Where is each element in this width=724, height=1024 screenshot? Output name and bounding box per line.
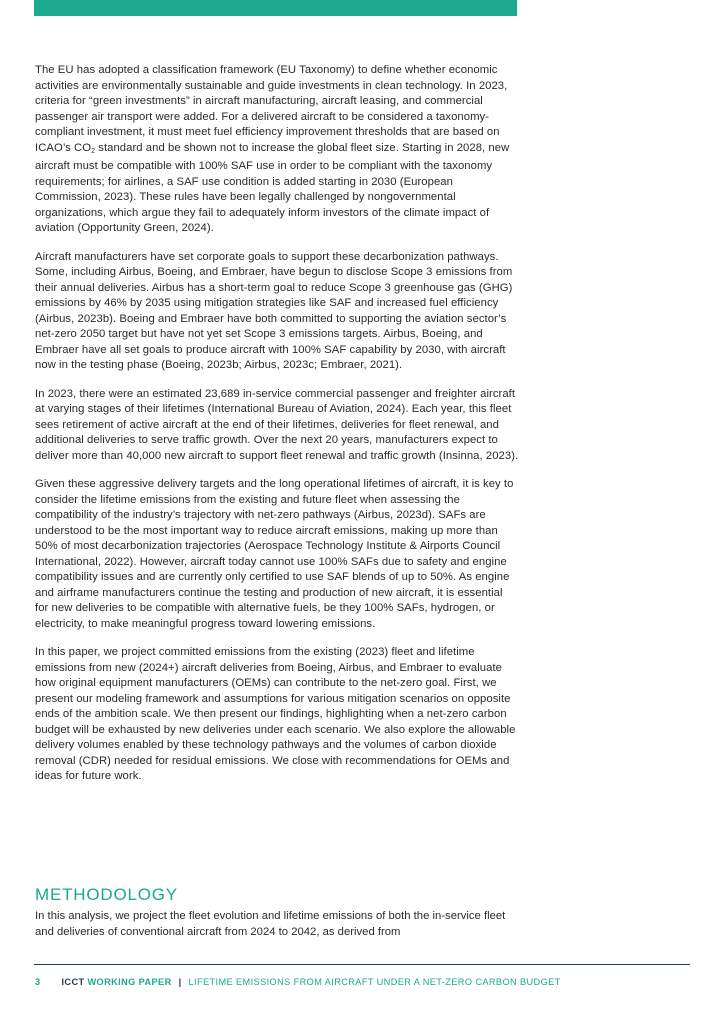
paragraph-text: The EU has adopted a classification framework (EU Taxonomy) to define whether economic activities are environmentally sustainable and guide investments in clean technology. In 2023, criteria for “green investments” in aircraft manufacturing, aircraft leasing, and commercial passenger air transport were added. For a delivered aircraft to be considered a taxonomy-compliant investment, it must meet fuel efficiency improvement thresholds that are based on ICAO’s CO xyxy=(35,64,508,154)
subscript: 2 xyxy=(91,147,96,155)
paragraph-fleet-size: In 2023, there were an estimated 23,689 in-service commercial passenger and freighter aircraft at varying stages of their lifetimes (International Bureau of Aviation, 2024). Each year, this fleet sees retirement of active aircraft at the end of their lifetimes, deliveries for fleet renewal, and additional deliveries to serve traffic growth. Over the next 20 years, manufacturers expect to deliver more than 40,000 new aircraft to support fleet renewal and traffic growth (Insinna, 2023). xyxy=(35,387,519,462)
paragraph-manufacturer-goals: Aircraft manufacturers have set corporate goals to support these decarbonization pathways. Some, including Airbus, Boeing, and Embraer, have begun to disclose Scope 3 emissions from their annual deliveries. Airbus has a short-term goal to reduce Scope 3 greenhouse gas (GHG) emissions by 46% by 2035 using mitigation strategies like SAF and increased fuel efficiency (Airbus, 2023b). Boeing and Embraer have both committed to supporting the aviation sector’s net-zero 2050 target but have not yet set Scope 3 emissions targets. Airbus, Boeing, and Embraer have all set goals to produce aircraft with 100% SAF capability by 2030, with aircraft now in the testing phase (Boeing, 2023b; Airbus, 2023c; Embraer, 2021). xyxy=(35,250,513,371)
footer-divider xyxy=(34,964,690,965)
methodology-paragraph: In this analysis, we project the fleet evolution and lifetime emissions of both the in-service fleet and deliveries of conventional aircraft from 2024 to 2042, as derived from xyxy=(35,910,506,938)
body-text xyxy=(35,63,519,798)
footer-title: LIFETIME EMISSIONS FROM AIRCRAFT UNDER A NET-ZERO CARBON BUDGET xyxy=(188,977,561,987)
footer-org: ICCT xyxy=(61,977,85,987)
header-accent-bar xyxy=(34,0,517,16)
page-footer xyxy=(35,977,561,987)
paragraph-delivery-targets: Given these aggressive delivery targets and the long operational lifetimes of aircraft, it is key to consider the lifetime emissions from the existing and future fleet when assessing the compatibility of the industry’s trajectory with net-zero pathways (Airbus, 2023d). SAFs are understood to be the most important way to reduce aircraft emissions, making up more than 50% of most decarbonization trajectories (Aerospace Technology Institute & Airports Council International, 2022). However, aircraft today cannot use 100% SAFs due to safety and engine compatibility issues and are currently only certified to use SAF blends of up to 50%. As engine and airframe manufacturers continue the testing and production of new aircraft, it is essential for new deliveries to be compatible with alternative fuels, be they 100% SAFs, hydrogen, or electricity, to make meaningful progress toward lowering emissions. xyxy=(35,478,514,630)
paragraph-paper-outline: In this paper, we project committed emissions from the existing (2023) fleet and lifetime emissions from new (2024+) aircraft deliveries from Boeing, Airbus, and Embraer to evaluate how original equipment manufacturers (OEMs) can contribute to the net-zero goal. First, we present our modeling framework and assumptions for various mitigation scenarios on opposite ends of the ambition scale. We then present our findings, highlighting when a net-zero carbon budget will be exhausted by new deliveries under each scenario. We also explore the allowable delivery volumes enabled by these technology pathways and the volumes of carbon dioxide removal (CDR) needed for residual emissions. We close with recommendations for OEMs and ideas for future work. xyxy=(35,646,516,782)
footer-doc-type: WORKING PAPER xyxy=(87,977,172,987)
footer-separator: | xyxy=(178,977,182,987)
paragraph-eu-taxonomy xyxy=(35,63,519,237)
section-heading: METHODOLOGY xyxy=(35,885,178,904)
page-number: 3 xyxy=(35,977,41,987)
paragraph-text: standard and be shown not to increase the global fleet size. Starting in 2028, new aircraft must be compatible with 100% SAF use in order to be compliant with the taxonomy requirements; for airlines, a SAF use condition is added starting in 2030 (European Commission, 2023). These rules have been legally challenged by nongovernmental organizations, which argue they fail to adequately inform investors of the climate impact of aviation (Opportunity Green, 2024). xyxy=(35,141,510,234)
